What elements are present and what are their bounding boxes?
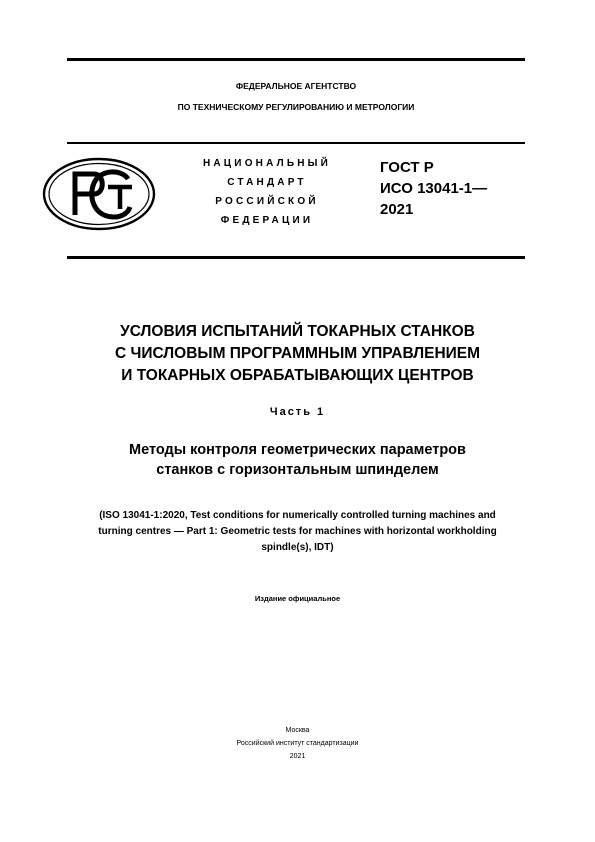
top-rule xyxy=(67,58,525,61)
title-line2: С ЧИСЛОВЫМ ПРОГРАММНЫМ УПРАВЛЕНИЕМ xyxy=(114,345,481,362)
standard-designation xyxy=(380,157,487,220)
footer-year: 2021 xyxy=(289,753,306,760)
document-subtitle xyxy=(0,440,595,480)
footer-publisher: Российский институт стандартизации xyxy=(236,740,359,747)
iso-line2: turning centres — Part 1: Geometric tests for machines with horizontal workholding xyxy=(98,526,497,537)
subtitle-line2: станков с горизонтальным шпинделем xyxy=(156,462,439,478)
middle-rule xyxy=(67,142,525,144)
edition-label: Издание официальное xyxy=(254,594,341,603)
iso-line3: spindle(s), IDT) xyxy=(261,542,334,553)
footer-city: Москва xyxy=(285,727,310,734)
bottom-rule xyxy=(67,256,525,259)
rst-certification-mark-icon xyxy=(42,157,156,231)
agency-name-line2: ПО ТЕХНИЧЕСКОМУ РЕГУЛИРОВАНИЮ И МЕТРОЛОГИИ xyxy=(177,102,415,112)
part-label: Часть 1 xyxy=(269,406,326,418)
publisher-footer xyxy=(0,724,595,763)
national-standard-label xyxy=(178,154,356,230)
designation-line3: 2021 xyxy=(380,201,414,218)
title-line3: И ТОКАРНЫХ ОБРАБАТЫВАЮЩИХ ЦЕНТРОВ xyxy=(121,367,474,384)
national-line3: РОССИЙСКОЙ xyxy=(215,196,319,207)
national-line1: НАЦИОНАЛЬНЫЙ xyxy=(202,158,332,169)
national-line4: ФЕДЕРАЦИИ xyxy=(220,215,314,226)
national-line2: СТАНДАРТ xyxy=(227,177,307,188)
title-line1: УСЛОВИЯ ИСПЫТАНИЙ ТОКАРНЫХ СТАНКОВ xyxy=(120,323,475,340)
designation-line1: ГОСТ Р xyxy=(380,159,434,176)
agency-name-line1: ФЕДЕРАЛЬНОЕ АГЕНТСТВО xyxy=(235,81,357,91)
document-title xyxy=(0,321,595,387)
iso-line1: (ISO 13041-1:2020, Test conditions for numerically controlled turning machines and xyxy=(99,510,496,521)
iso-reference xyxy=(0,508,595,556)
designation-line2: ИСО 13041-1— xyxy=(380,180,488,197)
subtitle-line1: Методы контроля геометрических параметров xyxy=(129,442,466,458)
